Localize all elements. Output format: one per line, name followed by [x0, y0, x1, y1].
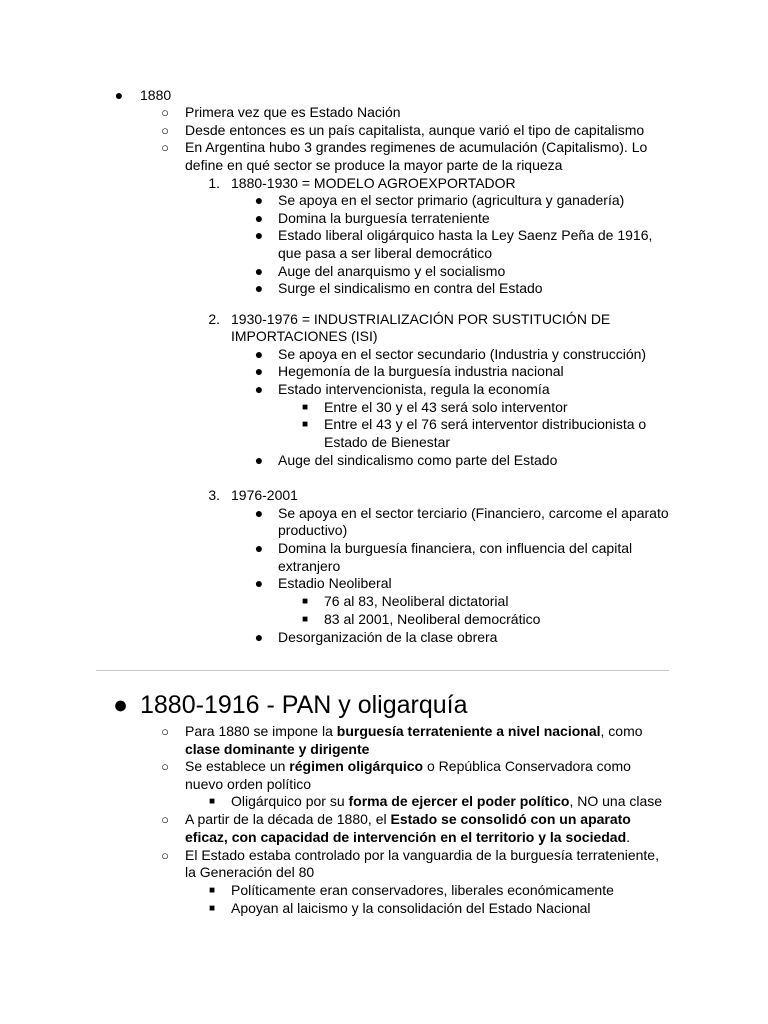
model-item: Surge el sindicalismo en contra del Estado [278, 280, 543, 296]
bullet-dot: ● [254, 192, 264, 208]
model-item: Se apoya en el sector terciario (Financiero, carcome el aparato [278, 505, 669, 521]
model-item: Estadio Neoliberal [278, 575, 392, 591]
model-subitem: 83 al 2001, Neoliberal democrático [324, 611, 541, 627]
model-item-cont: extranjero [278, 558, 341, 574]
model-number: 3. [208, 487, 220, 503]
section-heading: 1880-1916 - PAN y oligarquía [140, 691, 468, 719]
outline-point-cont: define en qué sector se produce la mayor parte de la riqueza [185, 157, 563, 173]
bullet-square: ■ [208, 903, 216, 914]
section-point: El Estado estaba controlado por la vanguardia de la burguesía terrateniente, [185, 847, 659, 863]
model-item: Domina la burguesía financiera, con influencia del capital [278, 540, 633, 556]
section-point-cont: la Generación del 80 [185, 864, 315, 880]
bullet-dot: ● [254, 263, 264, 279]
model-subitem: Entre el 30 y el 43 será solo interventor [324, 399, 568, 415]
bullet-circle: ○ [161, 759, 169, 774]
bullet-dot: ● [254, 452, 264, 468]
bullet-square: ■ [301, 402, 309, 413]
section-point-cont: nuevo orden político [185, 776, 312, 792]
section-subpoint: Apoyan al laicismo y la consolidación del Estado Nacional [231, 900, 591, 916]
bullet-square: ■ [208, 885, 216, 896]
bullet-dot: ● [114, 87, 124, 103]
bullet-dot: ● [254, 227, 264, 243]
bullet-circle: ○ [161, 105, 169, 120]
model-title: 1880-1930 = MODELO AGROEXPORTADOR [231, 175, 516, 191]
bullet-dot: ● [254, 210, 264, 226]
section-point-cont: eficaz, con capacidad de intervención en el territorio y la sociedad. [185, 829, 631, 845]
bullet-square: ■ [208, 796, 216, 807]
outline-year: 1880 [140, 87, 172, 103]
bullet-square: ■ [301, 596, 309, 607]
model-title: 1976-2001 [231, 487, 298, 503]
outline-point: Primera vez que es Estado Nación [185, 104, 401, 120]
outline-point: Desde entonces es un país capitalista, aunque varió el tipo de capitalismo [185, 122, 645, 138]
model-item: Estado intervencionista, regula la economía [278, 381, 550, 397]
bullet-dot: ● [254, 629, 264, 645]
model-item: Se apoya en el sector primario (agricultura y ganadería) [278, 192, 625, 208]
model-title-cont: IMPORTACIONES (ISI) [231, 328, 378, 344]
bullet-circle: ○ [161, 724, 169, 739]
bullet-circle: ○ [161, 123, 169, 138]
model-item: Se apoya en el sector secundario (Industria y construcción) [278, 346, 647, 362]
model-item: Domina la burguesía terrateniente [278, 210, 490, 226]
model-item: Estado liberal oligárquico hasta la Ley Saenz Peña de 1916, [278, 227, 653, 243]
bullet-dot: ● [254, 575, 264, 591]
model-subitem-cont: Estado de Bienestar [324, 434, 451, 450]
section-point-cont: clase dominante y dirigente [185, 741, 370, 757]
bullet-dot: ● [254, 363, 264, 379]
bullet-circle: ○ [161, 140, 169, 155]
section-point: Para 1880 se impone la burguesía terrateniente a nivel nacional, como [185, 723, 643, 739]
bullet-dot: ● [254, 540, 264, 556]
bullet-dot: ● [254, 280, 264, 296]
model-item: Auge del sindicalismo como parte del Estado [278, 452, 558, 468]
bullet-dot: ● [254, 505, 264, 521]
section-point: Se establece un régimen oligárquico o República Conservadora como [185, 758, 631, 774]
model-number: 2. [208, 311, 220, 327]
bullet-square: ■ [301, 614, 309, 625]
section-subpoint: Oligárquico por su forma de ejercer el poder político, NO una clase [231, 793, 663, 809]
bullet-square: ■ [301, 419, 309, 430]
section-subpoint: Políticamente eran conservadores, liberales económicamente [231, 882, 614, 898]
model-item: Auge del anarquismo y el socialismo [278, 263, 506, 279]
model-title: 1930-1976 = INDUSTRIALIZACIÓN POR SUSTITUCIÓN DE [231, 311, 611, 327]
model-number: 1. [208, 175, 220, 191]
model-subitem: Entre el 43 y el 76 será interventor distribucionista o [324, 416, 647, 432]
bullet-dot: ● [254, 381, 264, 397]
bullet-circle: ○ [161, 848, 169, 863]
model-item-cont: productivo) [278, 522, 348, 538]
section-point: A partir de la década de 1880, el Estado se consolidó con un aparato [185, 811, 631, 827]
model-item: Desorganización de la clase obrera [278, 629, 498, 645]
model-subitem: 76 al 83, Neoliberal dictatorial [324, 593, 509, 609]
model-item-cont: que pasa a ser liberal democrático [278, 245, 493, 261]
bullet-dot: ● [254, 346, 264, 362]
model-item: Hegemonía de la burguesía industria nacional [278, 363, 564, 379]
outline-point: En Argentina hubo 3 grandes regimenes de acumulación (Capitalismo). Lo [185, 139, 648, 155]
bullet-dot: ● [113, 691, 129, 719]
bullet-circle: ○ [161, 812, 169, 827]
horizontal-divider [96, 670, 669, 671]
